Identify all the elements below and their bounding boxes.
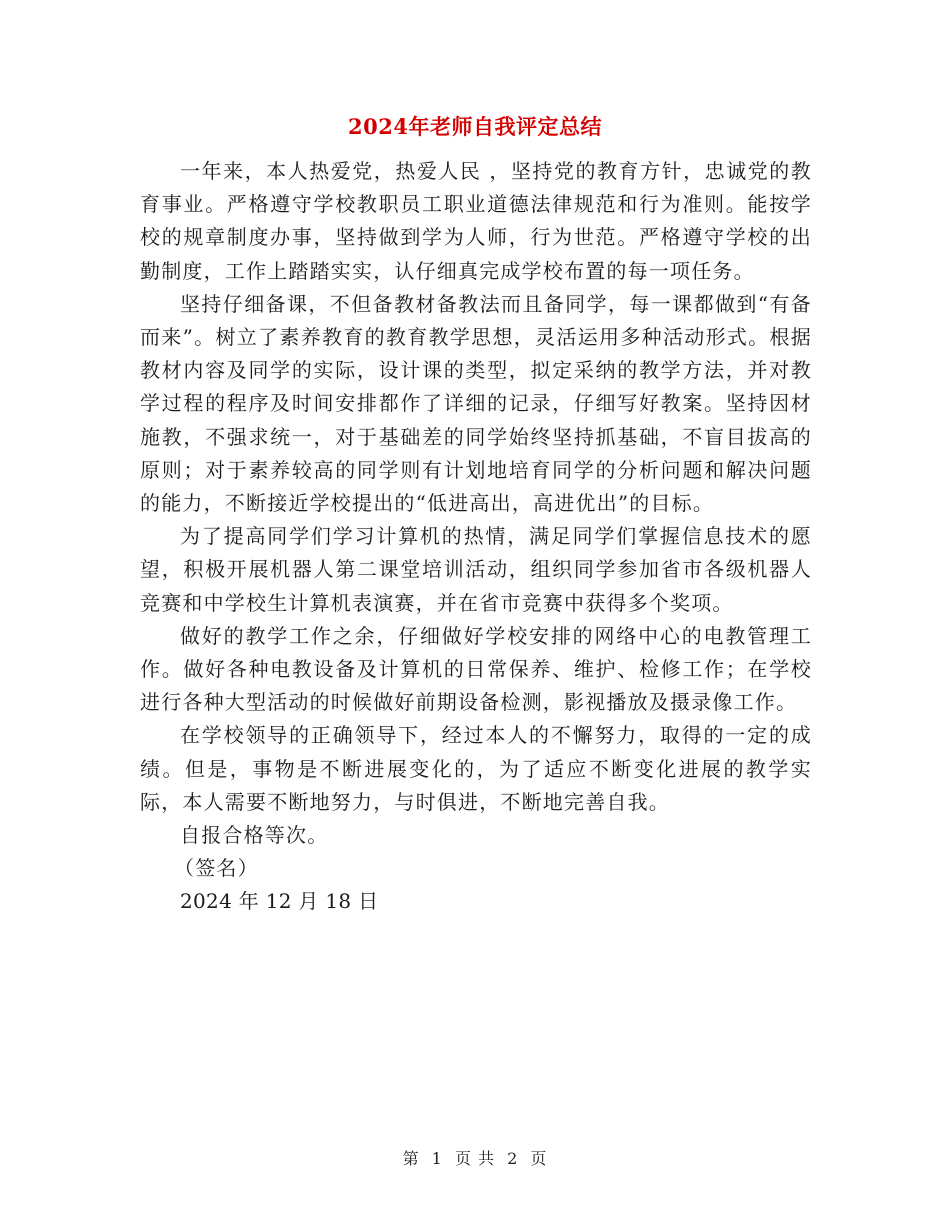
date-line: 2024 年 12 月 18 日 [180, 889, 379, 914]
paragraph-4: 做好的教学工作之余，仔细做好学校安排的网络中心的电教管理工作。做好各种电教设备及计算机的日常保养、维护、检修工作；在学校进行各种大型活动的时候做好前期设备检测，影视播放及摄录像工作。 [140, 623, 812, 715]
document-body [140, 155, 812, 919]
closing-line: 自报合格等次。 [180, 823, 329, 848]
signature-line: （签名） [174, 856, 259, 881]
footer-middle: 页 共 [454, 1149, 496, 1168]
paragraph-5: 在学校领导的正确领导下，经过本人的不懈努力，取得的一定的成绩。但是，事物是不断进展变化的，为了适应不断变化进展的教学实际，本人需要不断地努力，与时俱进，不断地完善自我。 [140, 723, 812, 814]
paragraph-2: 坚持仔细备课，不但备教材备教法而且备同学，每一课都做到“有备而来”。树立了素养教育的教育教学思想，灵活运用多种活动形式。根据教材内容及同学的实际，设计课的类型，拟定采纳的教学方法，并对教学过程的程序及时间安排都作了详细的记录，仔细写好教案。坚持因材施教，不强求统一，对于基础差的同学始终坚持抓基础，不盲目拔高的原则；对于素养较高的同学则有计划地培育同学的分析问题和解决问题的能力，不断接近学校提出的“低进高出，高进优出”的目标。 [140, 291, 812, 516]
paragraph-1: 一年来，本人热爱党，热爱人民 ，坚持党的教育方针，忠诚党的教育事业。严格遵守学校教职员工职业道德法律规范和行为准则。能按学校的规章制度办事，坚持做到学为人师，行为世范。严格遵守学校的出勤制度，工作上踏踏实实，认仔细真完成学校布置的每一项任务。 [140, 159, 812, 283]
footer-suffix: 页 [530, 1149, 548, 1168]
footer-prefix: 第 [402, 1149, 420, 1168]
footer-total-pages: 2 [507, 1149, 519, 1168]
document-title: 2024年老师自我评定总结 [348, 114, 602, 139]
paragraph-3: 为了提高同学们学习计算机的热情，满足同学们掌握信息技术的愿望，积极开展机器人第二课堂培训活动，组织同学参加省市各级机器人竞赛和中学校生计算机表演赛，并在省市竞赛中获得多个奖项。 [140, 524, 812, 615]
page-footer [0, 1146, 950, 1169]
footer-page-number: 1 [431, 1149, 443, 1168]
